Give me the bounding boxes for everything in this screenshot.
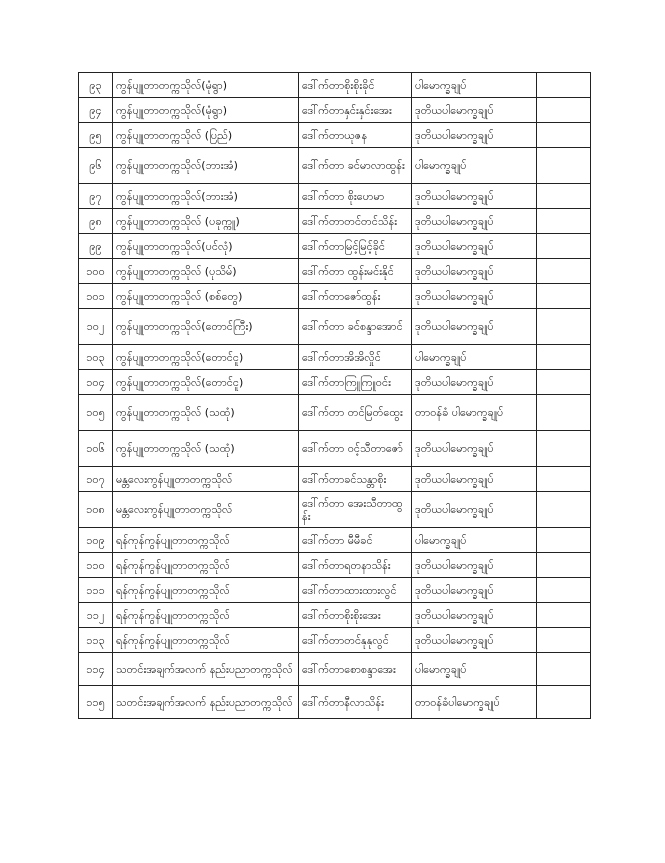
row-number: ၁၀၅ [79, 395, 113, 431]
office-name: ကွန်ပျူတာတက္ကသိုလ် (ပြည်) [113, 123, 299, 148]
office-name: ကွန်ပျူတာတက္ကသိုလ်(ဘားအံ) [113, 184, 299, 209]
person-name: ဒေါ်က်တာထားထားလွင် [299, 578, 412, 603]
position-title: ဒုတိယပါမောက္ခချုပ် [412, 309, 537, 345]
row-number: ၁၀၈ [79, 492, 113, 528]
row-number: ၁၀၄ [79, 370, 113, 395]
table-row [79, 309, 591, 345]
table-row [79, 492, 591, 528]
remark-cell [537, 148, 591, 184]
position-title: ဒုတိယပါမောက္ခချုပ် [412, 370, 537, 395]
person-name: ဒေါ်က်တာတင်နုနုလွင် [299, 628, 412, 653]
remark-cell [537, 553, 591, 578]
office-name: မန္တလေးကွန်ပျူတာတက္ကသိုလ် [113, 467, 299, 492]
position-title: တာဝန်ခံ ပါမောက္ခချုပ် [412, 395, 537, 431]
table-row [79, 123, 591, 148]
row-number: ၁၀၂ [79, 309, 113, 345]
table-row [79, 259, 591, 284]
table-row [79, 653, 591, 686]
row-number: ၁၁၁ [79, 578, 113, 603]
row-number: ၉၇ [79, 184, 113, 209]
remark-cell [537, 467, 591, 492]
person-name: ဒေါ်က်တာနီလာသိန်း [299, 686, 412, 719]
office-name: ကွန်ပျူတာတက္ကသိုလ် (ပုသိမ်) [113, 259, 299, 284]
remark-cell [537, 345, 591, 370]
office-name: သတင်းအချက်အလက် နည်းပညာတက္ကသိုလ် [113, 653, 299, 686]
position-title: ဒုတိယပါမောက္ခချုပ် [412, 628, 537, 653]
person-name: ဒေါ်က်တာ စိုးဟေမာ [299, 184, 412, 209]
office-name: ကွန်ပျူတာတက္ကသိုလ်(တောင်ငူ) [113, 345, 299, 370]
position-title: ဒုတိယပါမောက္ခချုပ် [412, 284, 537, 309]
position-title: ပါမောက္ခချုပ် [412, 73, 537, 98]
office-name: ကွန်ပျူတာတက္ကသိုလ်(တောင်ငူ) [113, 370, 299, 395]
person-name: ဒေါ်က်တာယုဇန [299, 123, 412, 148]
table-row [79, 467, 591, 492]
person-name: ဒေါ်က်တာ ခင်စန္ဒာအောင် [299, 309, 412, 345]
remark-cell [537, 184, 591, 209]
office-name: ရန်ကုန်ကွန်ပျူတာတက္ကသိုလ် [113, 628, 299, 653]
table-row [79, 284, 591, 309]
office-name: ကွန်ပျူတာတက္ကသိုလ်(မုံရွာ) [113, 73, 299, 98]
office-name: ကွန်ပျူတာတက္ကသိုလ်(ပင်လုံ) [113, 234, 299, 259]
staff-table [78, 72, 591, 719]
position-title: ပါမောက္ခချုပ် [412, 148, 537, 184]
remark-cell [537, 209, 591, 234]
row-number: ၉၃ [79, 73, 113, 98]
person-name: ဒေါ်က်တာခင်သန္တာစိုး [299, 467, 412, 492]
row-number: ၁၁၃ [79, 628, 113, 653]
row-number: ၁၁၅ [79, 686, 113, 719]
person-name: ဒေါ်က်တာ ထွန်းမင်းနိုင် [299, 259, 412, 284]
remark-cell [537, 528, 591, 553]
row-number: ၉၄ [79, 98, 113, 123]
remark-cell [537, 284, 591, 309]
table-row [79, 209, 591, 234]
position-title: ဒုတိယပါမောက္ခချုပ် [412, 553, 537, 578]
row-number: ၁၀၁ [79, 284, 113, 309]
table-row [79, 234, 591, 259]
person-name: ဒေါ်က်တာတင်တင်သိန်း [299, 209, 412, 234]
remark-cell [537, 395, 591, 431]
person-name: ဒေါ်က်တာဇော်ထွန်း [299, 284, 412, 309]
table-body [79, 73, 591, 719]
table-row [79, 370, 591, 395]
office-name: ကွန်ပျူတာတက္ကသိုလ် (သထုံ) [113, 431, 299, 467]
position-title: ဒုတိယပါမောက္ခချုပ် [412, 492, 537, 528]
office-name: ကွန်ပျူတာတက္ကသိုလ် (စစ်တွေ) [113, 284, 299, 309]
table-row [79, 98, 591, 123]
remark-cell [537, 259, 591, 284]
table-row [79, 148, 591, 184]
remark-cell [537, 628, 591, 653]
position-title: ဒုတိယပါမောက္ခချုပ် [412, 603, 537, 628]
office-name: ရန်ကုန်ကွန်ပျူတာတက္ကသိုလ် [113, 528, 299, 553]
table-row [79, 395, 591, 431]
person-name: ဒေါ်က်တာ ခင်မာလာထွန်း [299, 148, 412, 184]
person-name: ဒေါ်က်တာမြင့်မြင့်ခိုင် [299, 234, 412, 259]
table-row [79, 528, 591, 553]
person-name: ဒေါ်က်တာရတနာသိန်း [299, 553, 412, 578]
row-number: ၉၉ [79, 234, 113, 259]
row-number: ၉၅ [79, 123, 113, 148]
position-title: ဒုတိယပါမောက္ခချုပ် [412, 209, 537, 234]
remark-cell [537, 370, 591, 395]
row-number: ၁၁၂ [79, 603, 113, 628]
remark-cell [537, 98, 591, 123]
person-name: ဒေါ်က်တာ တင်မြတ်ထွေး [299, 395, 412, 431]
table-row [79, 431, 591, 467]
row-number: ၁၀၃ [79, 345, 113, 370]
office-name: သတင်းအချက်အလက် နည်းပညာတက္ကသိုလ် [113, 686, 299, 719]
position-title: ဒုတိယပါမောက္ခချုပ် [412, 578, 537, 603]
person-name: ဒေါ်က်တာနှင်းနှင်းအေး [299, 98, 412, 123]
person-name: ဒေါ်က်တာ ဝင့်သီတာဇော် [299, 431, 412, 467]
position-title: ဒုတိယပါမောက္ခချုပ် [412, 431, 537, 467]
remark-cell [537, 492, 591, 528]
office-name: ရန်ကုန်ကွန်ပျူတာတက္ကသိုလ် [113, 578, 299, 603]
table-row [79, 578, 591, 603]
office-name: ကွန်ပျူတာတက္ကသိုလ် (သထုံ) [113, 395, 299, 431]
position-title: ဒုတိယပါမောက္ခချုပ် [412, 467, 537, 492]
office-name: ကွန်ပျူတာတက္ကသိုလ်(ဘားအံ) [113, 148, 299, 184]
remark-cell [537, 686, 591, 719]
office-name: ရန်ကုန်ကွန်ပျူတာတက္ကသိုလ် [113, 553, 299, 578]
position-title: ပါမောက္ခချုပ် [412, 345, 537, 370]
remark-cell [537, 309, 591, 345]
remark-cell [537, 653, 591, 686]
person-name: ဒေါ်က်တာကြူကြူဝင်း [299, 370, 412, 395]
table-row [79, 686, 591, 719]
position-title: ဒုတိယပါမောက္ခချုပ် [412, 98, 537, 123]
office-name: ကွန်ပျူတာတက္ကသိုလ်(တောင်ကြီး) [113, 309, 299, 345]
person-name: ဒေါ်က်တာစိုးစိုးခိုင် [299, 73, 412, 98]
person-name: ဒေါ်က်တာ အေးသီတာထွန်း [299, 492, 412, 528]
row-number: ၁၀၆ [79, 431, 113, 467]
row-number: ၉၆ [79, 148, 113, 184]
remark-cell [537, 73, 591, 98]
table-row [79, 628, 591, 653]
remark-cell [537, 123, 591, 148]
office-name: ရန်ကုန်ကွန်ပျူတာတက္ကသိုလ် [113, 603, 299, 628]
table-row [79, 345, 591, 370]
person-name: ဒေါ်က်တာစိုးစိုးအေး [299, 603, 412, 628]
office-name: မန္တလေးကွန်ပျူတာတက္ကသိုလ် [113, 492, 299, 528]
remark-cell [537, 234, 591, 259]
position-title: ဒုတိယပါမောက္ခချုပ် [412, 234, 537, 259]
office-name: ကွန်ပျူတာတက္ကသိုလ်(မုံရွာ) [113, 98, 299, 123]
remark-cell [537, 603, 591, 628]
row-number: ၁၁၀ [79, 553, 113, 578]
row-number: ၁၀၀ [79, 259, 113, 284]
row-number: ၉၈ [79, 209, 113, 234]
position-title: ဒုတိယပါမောက္ခချုပ် [412, 123, 537, 148]
position-title: ပါမောက္ခချုပ် [412, 653, 537, 686]
position-title: ပါမောက္ခချုပ် [412, 528, 537, 553]
table-row [79, 73, 591, 98]
position-title: ဒုတိယပါမောက္ခချုပ် [412, 184, 537, 209]
remark-cell [537, 431, 591, 467]
office-name: ကွန်ပျူတာတက္ကသိုလ် (ပခုက္ကူ) [113, 209, 299, 234]
person-name: ဒေါ်က်တာစောစန္ဒာအေး [299, 653, 412, 686]
table-row [79, 553, 591, 578]
row-number: ၁၁၄ [79, 653, 113, 686]
position-title: တာဝန်ခံပါမောက္ခချုပ် [412, 686, 537, 719]
person-name: ဒေါ်က်တာ မီမီခင် [299, 528, 412, 553]
row-number: ၁၀၉ [79, 528, 113, 553]
person-name: ဒေါ်က်တာအိအိလှိုင် [299, 345, 412, 370]
remark-cell [537, 578, 591, 603]
table-row [79, 184, 591, 209]
row-number: ၁၀၇ [79, 467, 113, 492]
position-title: ဒုတိယပါမောက္ခချုပ် [412, 259, 537, 284]
table-row [79, 603, 591, 628]
